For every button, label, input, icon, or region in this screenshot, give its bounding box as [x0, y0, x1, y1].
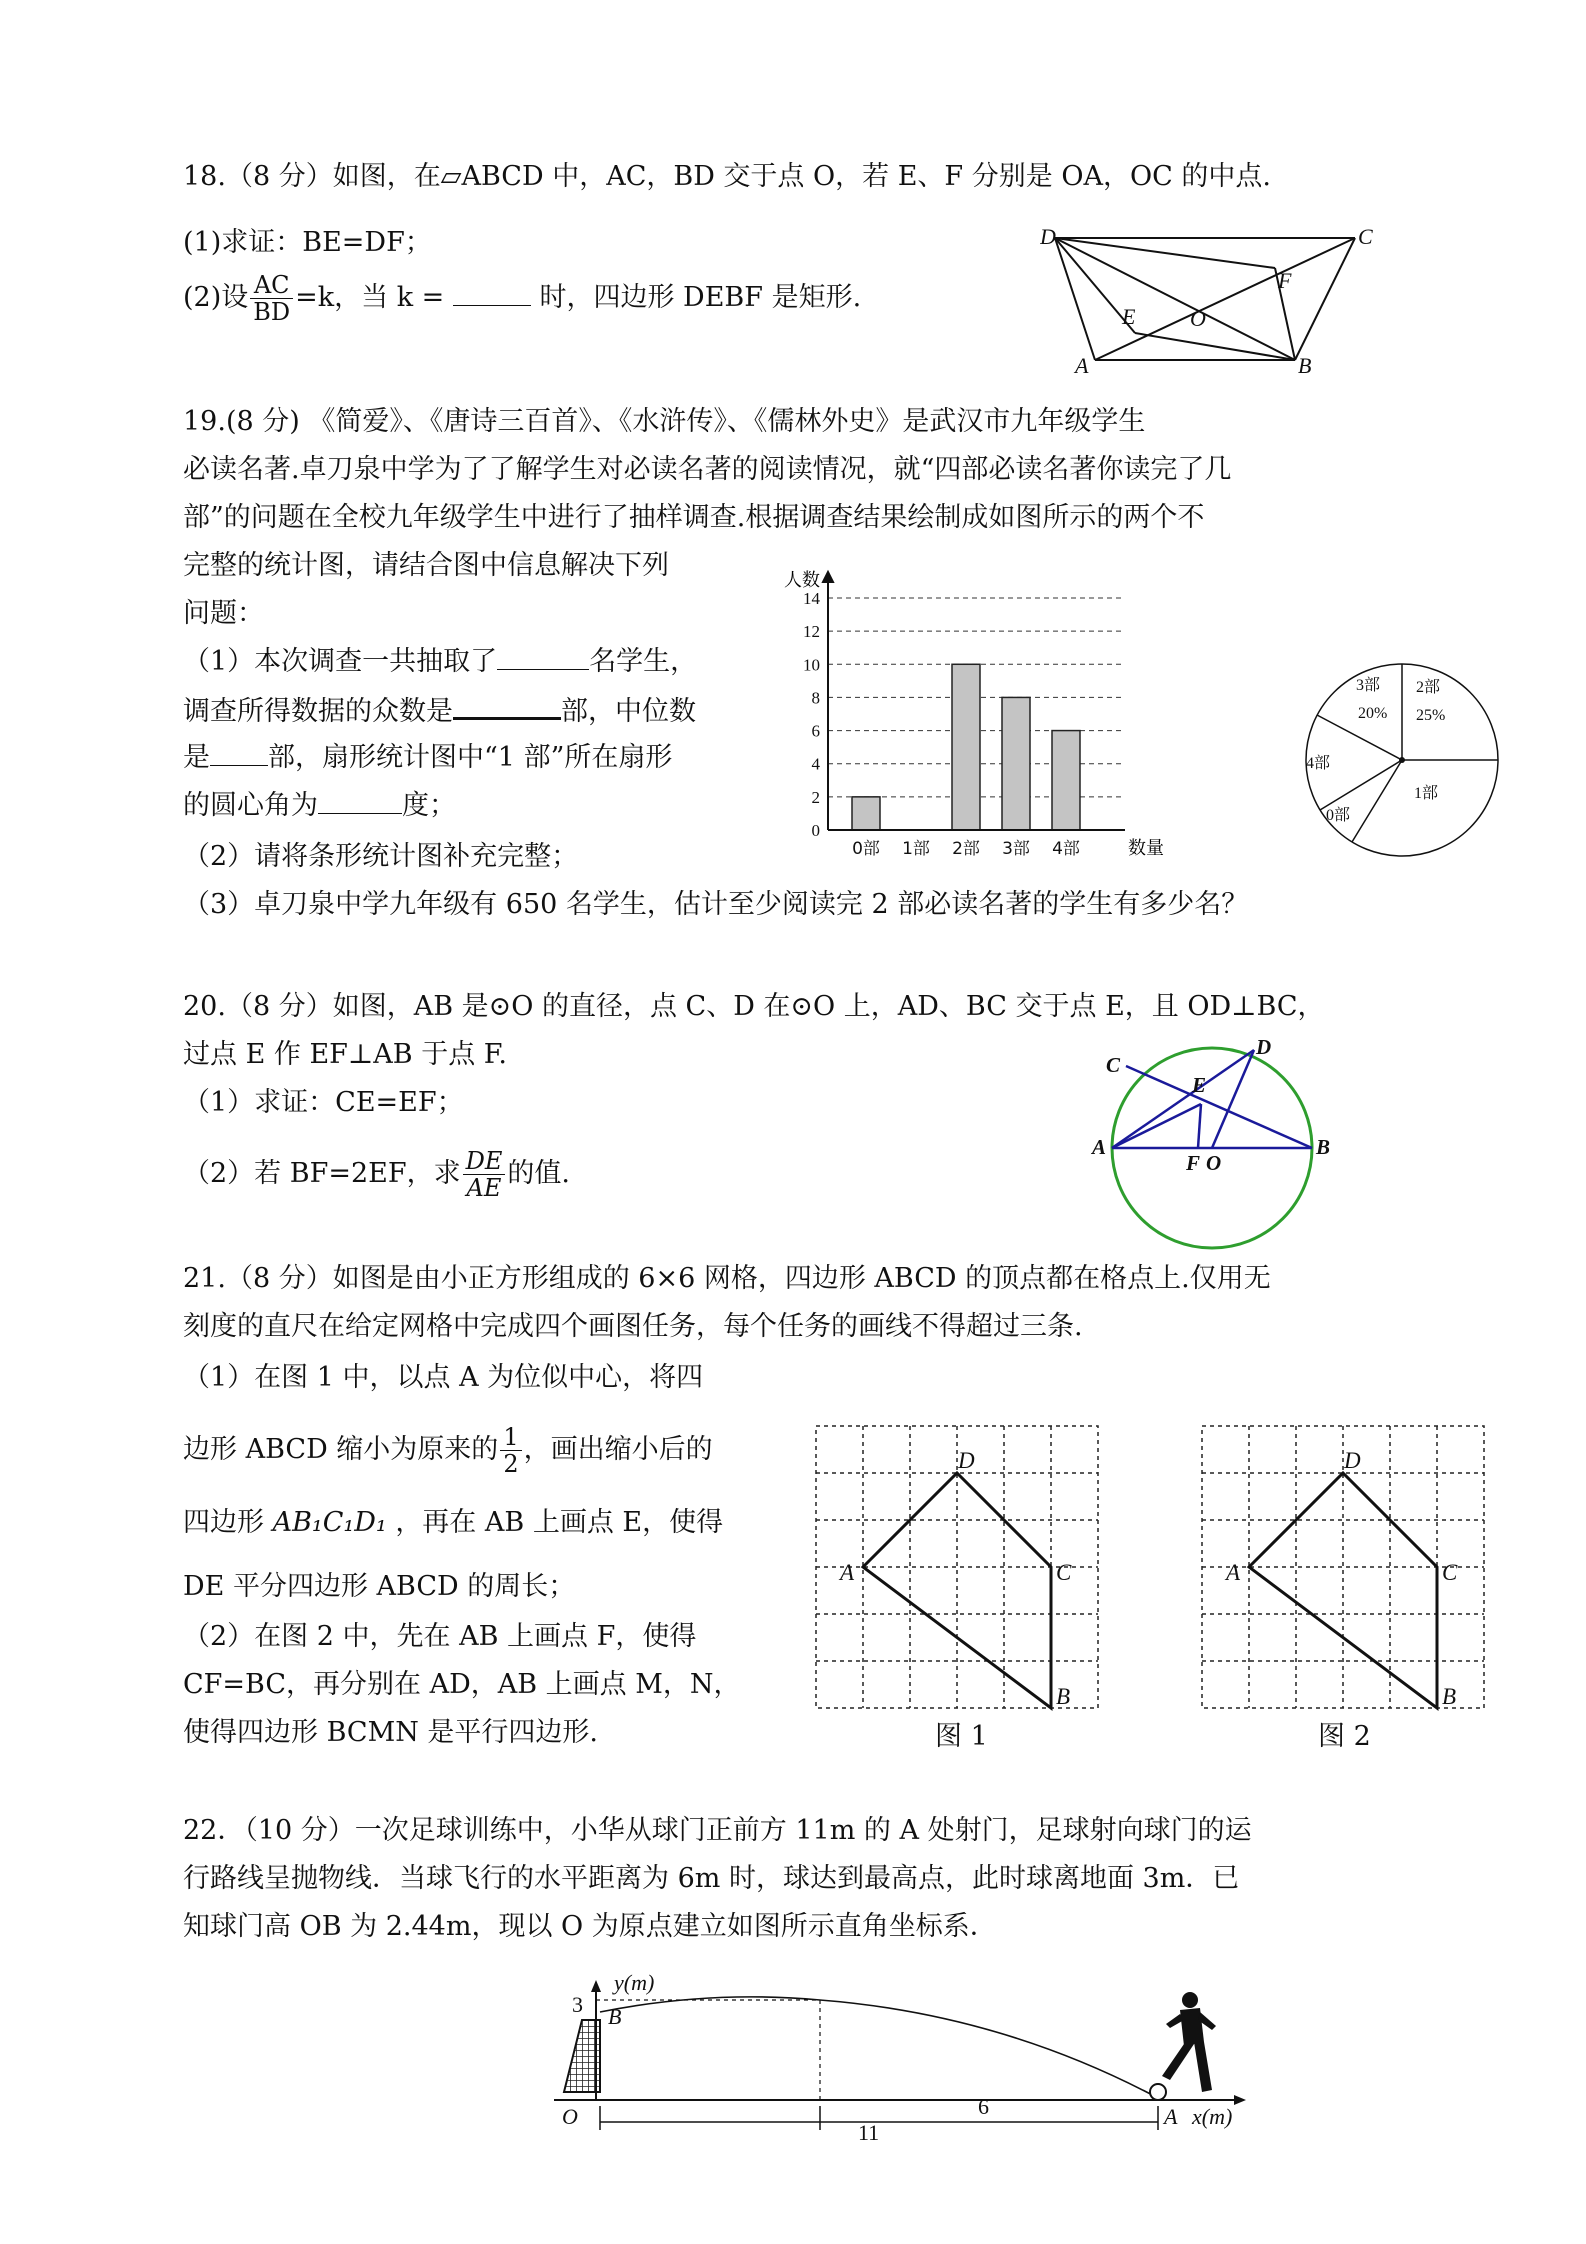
bar-ylabel: 人数: [784, 570, 820, 591]
fig2-label-C: C: [1442, 1560, 1458, 1585]
q21-fraction: [500, 1424, 521, 1477]
q22-line1: 22．（10 分）一次足球训练中，小华从球门正前方 11m 的 A 处射门，足球射向球门的运: [183, 1815, 1252, 1846]
q21-line5-post: ，再在 AB 上画点 E，使得: [395, 1507, 724, 1538]
q20-fraction: [463, 1148, 506, 1201]
q19-line8-a: 是: [183, 742, 210, 773]
bar-category-label: 0部: [852, 839, 880, 859]
fig2-label-A: A: [1226, 1560, 1241, 1585]
q19-line9-b: 度；: [402, 790, 456, 821]
q22-label-O: O: [562, 2104, 578, 2129]
bar-3: [1002, 697, 1030, 830]
q18-part2: [183, 272, 861, 325]
fig1-label-B: B: [1056, 1684, 1071, 1709]
q18-label-F: F: [1278, 268, 1292, 293]
q19-line8: [183, 741, 672, 775]
q22-label-B: B: [608, 2004, 622, 2029]
q19-line10: （2）请将条形统计图补充完整；: [183, 841, 579, 872]
q18-label-A: A: [1075, 353, 1089, 374]
q19-blank-angle[interactable]: [318, 789, 402, 814]
q21-frac-num: 1: [500, 1424, 521, 1451]
q19-line9-a: 的圆心角为: [183, 790, 318, 821]
q18-label-C: C: [1358, 228, 1373, 249]
bar-ytick-label: 10: [803, 655, 820, 675]
pie-label-3: 3部: [1356, 677, 1381, 694]
fig1-label-C: C: [1056, 1560, 1072, 1585]
q19-pie-chart: [1292, 660, 1512, 860]
q22-dim-11: 11: [858, 2120, 880, 2142]
q21-grid-figure-1: [810, 1420, 1110, 1720]
q20-label-F: F: [1186, 1151, 1201, 1175]
q20-frac-den: AE: [466, 1174, 502, 1202]
q22-dim-6: 6: [978, 2094, 989, 2119]
pie-pct-2: 25%: [1416, 707, 1446, 724]
q18-label-D: D: [1040, 228, 1056, 249]
q18-answer-blank[interactable]: [453, 281, 531, 306]
q18-head: 18.（8 分）如图，在▱ABCD 中，AC，BD 交于点 O，若 E、F 分别是 OA，OC 的中点.: [183, 161, 1271, 192]
q20-line2: 过点 E 作 EF⊥AB 于点 F.: [183, 1039, 507, 1070]
q21-line4-pre: 边形 ABCD 缩小为原来的: [183, 1434, 499, 1465]
q22-trajectory-figure: [540, 1972, 1260, 2142]
q21-line8: CF=BC，再分别在 AD，AB 上画点 M，N，: [183, 1669, 741, 1700]
q18-fraction: [250, 272, 293, 325]
bar-ytick-label: 8: [811, 688, 820, 708]
pie-label-0: 0部: [1326, 807, 1351, 824]
bar-ytick-label: 6: [811, 721, 820, 741]
q18-frac-num: AC: [250, 272, 293, 299]
bar-ytick-label: 2: [811, 787, 820, 807]
q21-frac-den: 2: [503, 1450, 519, 1478]
ball-icon: [1150, 2084, 1166, 2100]
q18-part2-pre: (2)设: [183, 282, 249, 313]
q18-part2-mid: =k，当 k =: [295, 282, 445, 313]
q21-line4: [183, 1424, 713, 1477]
q20-label-E: E: [1192, 1073, 1207, 1097]
q19-line7-b: 部，中位数: [561, 696, 696, 727]
q19-line11: （3）卓刀泉中学九年级有 650 名学生，估计至少阅读完 2 部必读名著的学生有多少名？: [183, 889, 1249, 920]
q21-line2: 刻度的直尺在给定网格中完成四个画图任务，每个任务的画线不得超过三条.: [183, 1311, 1083, 1342]
pie-label-4: 4部: [1306, 755, 1331, 772]
q20-label-B: B: [1316, 1135, 1331, 1159]
q21-quad-name: AB₁C₁D₁: [272, 1507, 387, 1538]
fig2-label-B: B: [1442, 1684, 1457, 1709]
fig2-label-D: D: [1344, 1448, 1361, 1473]
q21-line1: 21.（8 分）如图是由小正方形组成的 6×6 网格，四边形 ABCD 的顶点都在格点上.仅用无: [183, 1263, 1271, 1294]
q21-line4-post: ，画出缩小后的: [523, 1434, 713, 1465]
pie-label-1: 1部: [1414, 785, 1439, 802]
q21-line9: 使得四边形 BCMN 是平行四边形.: [183, 1717, 599, 1748]
q20-label-A: A: [1092, 1135, 1107, 1159]
q22-line3: 知球门高 OB 为 2.44m，现以 O 为原点建立如图所示直角坐标系．: [183, 1911, 997, 1942]
q19-line6-b: 名学生，: [589, 646, 698, 677]
q18-label-E: E: [1122, 304, 1136, 329]
q18-part1: (1)求证：BE=DF；: [183, 227, 432, 258]
goal-net: [564, 2020, 600, 2092]
q18-part2-post: 时，四边形 DEBF 是矩形.: [539, 282, 862, 313]
bar-0: [852, 797, 880, 830]
player-icon: [1162, 1992, 1216, 2092]
q20-frac-num: DE: [463, 1148, 506, 1175]
q18-label-O: O: [1190, 306, 1206, 331]
q19-bar-chart: [780, 568, 1180, 863]
bar-category-label: 4部: [1052, 839, 1080, 859]
q22-y-axis-label: y(m): [614, 1972, 655, 1995]
q18-frac-den: BD: [253, 298, 291, 326]
q19-blank-median[interactable]: [210, 741, 268, 766]
q21-line3: （1）在图 1 中，以点 A 为位似中心，将四: [183, 1362, 704, 1393]
q22-label-3: 3: [572, 1992, 583, 2017]
q21-fig1-caption: 图 1: [935, 1721, 988, 1752]
bar-category-label: 2部: [952, 839, 980, 859]
q19-line5: 问题：: [183, 598, 264, 629]
q19-line7: [183, 693, 696, 729]
q19-line6: [183, 645, 697, 679]
q19-line4: 完整的统计图，请结合图中信息解决下列: [183, 550, 669, 581]
q20-line4-post: 的值.: [507, 1158, 570, 1189]
q21-line5-pre: 四边形: [183, 1507, 264, 1538]
q21-line6: DE 平分四边形 ABCD 的周长；: [183, 1571, 576, 1602]
bar-category-label: 3部: [1002, 839, 1030, 859]
q20-label-C: C: [1106, 1053, 1121, 1077]
q19-line2: 必读名著.卓刀泉中学为了了解学生对必读名著的阅读情况，就“四部必读名著你读完了几: [183, 454, 1232, 485]
q20-line3: （1）求证：CE=EF；: [183, 1087, 464, 1118]
q19-line1: 19.(8 分) 《简爱》、《唐诗三百首》、《水浒传》、《儒林外史》是武汉市九年级学生: [183, 406, 1146, 437]
fig1-label-D: D: [958, 1448, 975, 1473]
bar-4: [1052, 731, 1080, 830]
q20-label-D: D: [1256, 1036, 1272, 1059]
q22-line2: 行路线呈抛物线．当球飞行的水平距离为 6m 时，球达到最高点，此时球离地面 3m．已: [183, 1863, 1240, 1894]
q22-x-axis-label: x(m): [1192, 2104, 1233, 2129]
q19-line8-b: 部，扇形统计图中“1 部”所在扇形: [268, 742, 673, 773]
q22-label-A: A: [1164, 2104, 1178, 2129]
ball-trajectory: [600, 1997, 1158, 2098]
q19-line6-a: （1）本次调查一共抽取了: [183, 646, 498, 677]
q20-line1: 20.（8 分）如图，AB 是⊙O 的直径，点 C、D 在⊙O 上，AD、BC 交于点 E，且 OD⊥BC，: [183, 991, 1325, 1022]
q21-grid-figure-2: [1196, 1420, 1496, 1720]
q20-circle-figure: [1086, 1036, 1336, 1256]
q21-line7: （2）在图 2 中，先在 AB 上画点 F，使得: [183, 1621, 697, 1652]
bar-2: [952, 664, 980, 830]
q20-line4-pre: （2）若 BF=2EF，求: [183, 1158, 461, 1189]
bar-ytick-label: 12: [803, 622, 820, 642]
pie-pct-3: 20%: [1358, 705, 1388, 722]
bar-xlabel: 数量: [1128, 838, 1164, 859]
pie-label-2: 2部: [1416, 679, 1441, 696]
q18-parallelogram-figure: [1040, 228, 1380, 374]
bar-ytick-label: 4: [811, 754, 820, 774]
bar-category-label: 1部: [902, 839, 930, 859]
q19-line9: [183, 789, 456, 823]
q19-line7-a: 调查所得数据的众数是: [183, 696, 453, 727]
q21-fig2-caption: 图 2: [1318, 1721, 1371, 1752]
q19-line3: 部”的问题在全校九年级学生中进行了抽样调查.根据调查结果绘制成如图所示的两个不: [183, 502, 1205, 533]
q19-blank-total[interactable]: [497, 645, 589, 670]
bar-ytick-label: 14: [803, 589, 820, 608]
q18-label-B: B: [1298, 353, 1312, 374]
bar-ytick-label: 0: [811, 821, 820, 840]
q20-line4: [183, 1148, 570, 1201]
q21-line5: [183, 1506, 723, 1540]
q20-label-O: O: [1206, 1151, 1222, 1175]
q19-blank-mode[interactable]: [453, 693, 561, 720]
fig1-label-A: A: [840, 1560, 855, 1585]
